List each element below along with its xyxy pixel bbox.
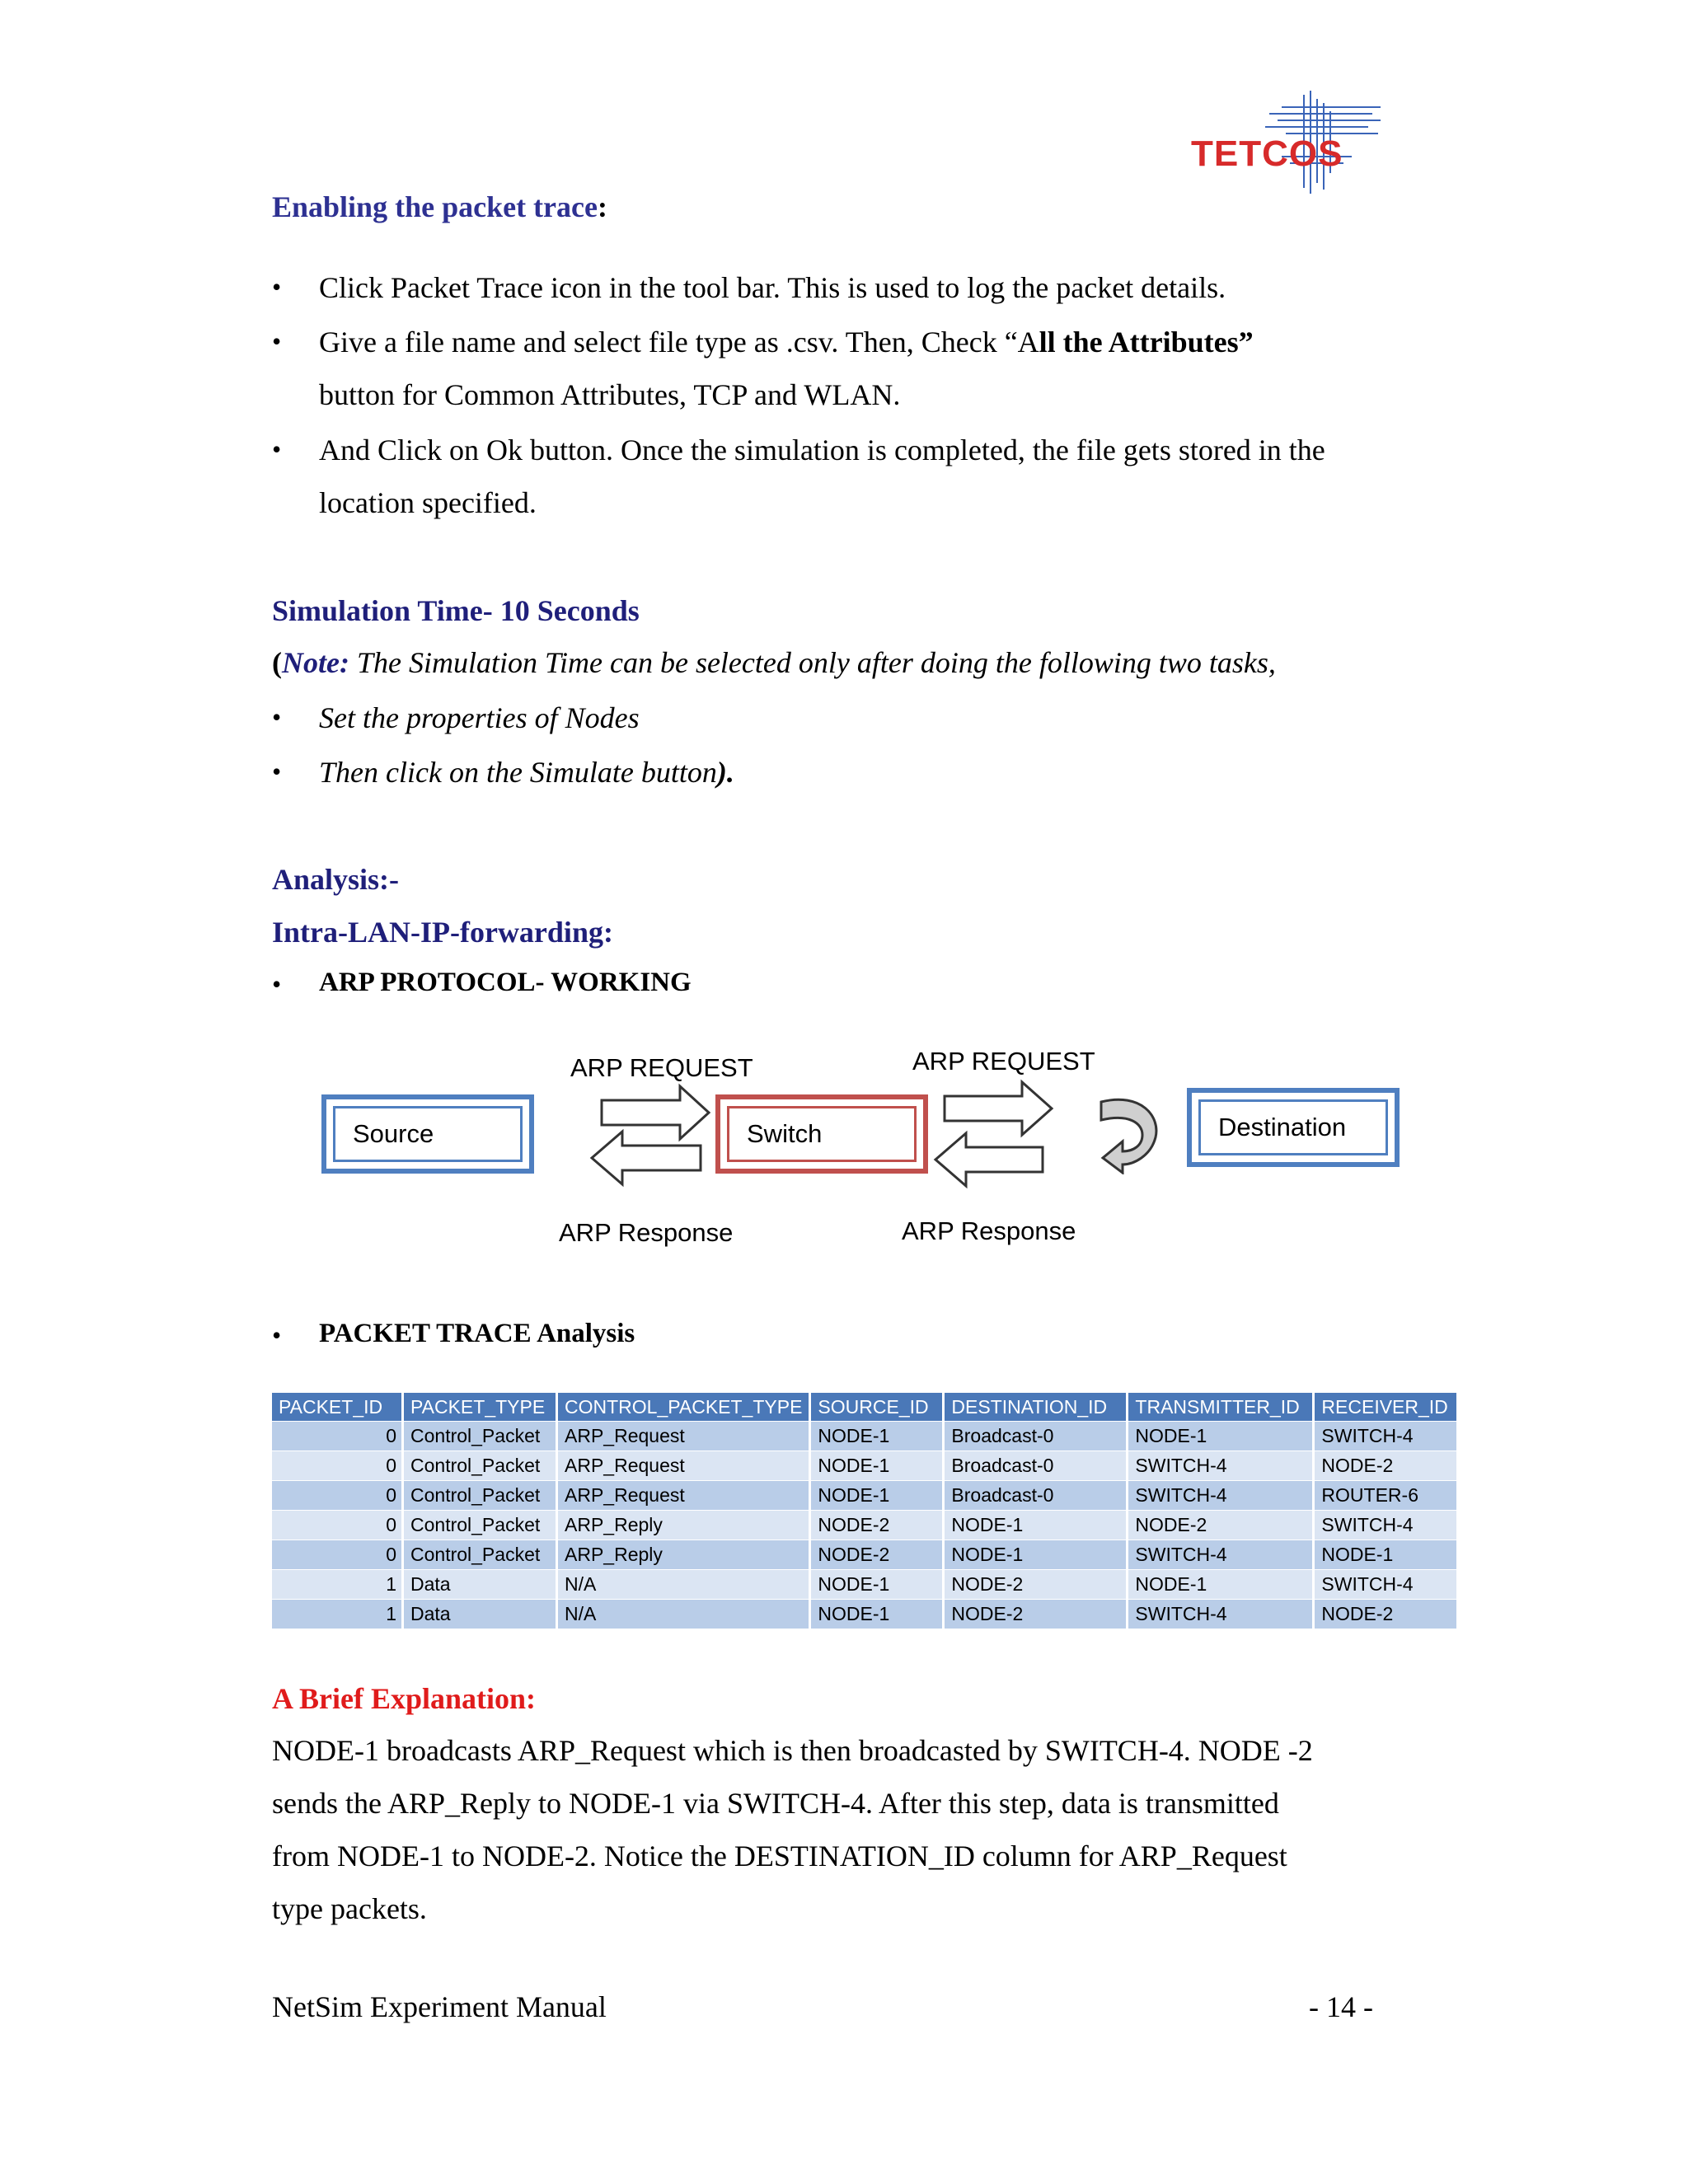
cell: SWITCH-4 <box>1128 1481 1314 1511</box>
packet-trace-bullet-2-bold: ll the Attributes” <box>1039 326 1254 359</box>
col-source-id: SOURCE_ID <box>810 1393 944 1422</box>
packet-trace-analysis-bullet: PACKET TRACE Analysis <box>319 1319 635 1348</box>
bullet-dot: • <box>272 434 282 464</box>
packet-trace-title: Enabling the packet trace <box>272 190 598 223</box>
cell: ARP_Request <box>557 1422 810 1451</box>
note-open-paren: ( <box>272 646 282 679</box>
footer-page-number: - 14 - <box>1309 1990 1373 2023</box>
col-transmitter-id: TRANSMITTER_ID <box>1128 1393 1314 1422</box>
simulation-note <box>272 645 1276 680</box>
simulation-bullet-2-wrap <box>319 755 734 790</box>
bullet-dot: • <box>272 272 282 302</box>
bullet-dot: • <box>272 702 282 732</box>
cell: Control_Packet <box>403 1422 557 1451</box>
source-node <box>321 1094 534 1174</box>
bullet-dot: • <box>272 757 282 786</box>
cell: NODE-1 <box>944 1511 1128 1540</box>
cell: NODE-1 <box>1314 1540 1458 1570</box>
simulation-close-paren: ). <box>716 756 734 789</box>
explanation-line: type packets. <box>272 1892 427 1925</box>
arp-arrows-right <box>923 1076 1071 1191</box>
cell: ARP_Reply <box>557 1540 810 1570</box>
cell: 1 <box>272 1570 403 1600</box>
explanation-line: from NODE-1 to NODE-2. Notice the DESTINATION_ID column for ARP_Request <box>272 1840 1287 1872</box>
col-control-packet-type: CONTROL_PACKET_TYPE <box>557 1393 810 1422</box>
explanation-line: NODE-1 broadcasts ARP_Request which is then broadcasted by SWITCH-4. NODE -2 <box>272 1734 1313 1767</box>
cell: 0 <box>272 1481 403 1511</box>
cell: Broadcast-0 <box>944 1451 1128 1481</box>
cell: NODE-1 <box>1128 1422 1314 1451</box>
simulation-time-heading: Simulation Time- 10 Seconds <box>272 594 640 627</box>
cell: NODE-2 <box>1314 1451 1458 1481</box>
cell: SWITCH-4 <box>1314 1511 1458 1540</box>
simulation-bullet-1: Set the properties of Nodes <box>319 701 640 734</box>
cell: NODE-1 <box>810 1570 944 1600</box>
cell: SWITCH-4 <box>1128 1451 1314 1481</box>
logo-text: TETCOS <box>1191 134 1343 174</box>
cell: NODE-2 <box>810 1540 944 1570</box>
cell: NODE-2 <box>944 1570 1128 1600</box>
cell: 0 <box>272 1451 403 1481</box>
packet-trace-bullet-2 <box>319 325 1254 359</box>
arp-response-right-label: ARP Response <box>902 1216 1076 1245</box>
brief-explanation-body <box>272 1724 1426 1935</box>
cell: Data <box>403 1600 557 1629</box>
switch-label: Switch <box>747 1119 823 1148</box>
arp-request-right-label: ARP REQUEST <box>912 1047 1095 1076</box>
cell: Broadcast-0 <box>944 1422 1128 1451</box>
cell: SWITCH-4 <box>1128 1540 1314 1570</box>
cell: ARP_Reply <box>557 1511 810 1540</box>
packet-trace-bullet-1: Click Packet Trace icon in the tool bar. This is used to log the packet details. <box>319 271 1226 304</box>
col-packet-type: PACKET_TYPE <box>403 1393 557 1422</box>
left-arrow-icon <box>935 1133 1043 1186</box>
cell: ARP_Request <box>557 1451 810 1481</box>
cell: NODE-2 <box>1128 1511 1314 1540</box>
table-row <box>272 1481 1458 1511</box>
cell: NODE-2 <box>810 1511 944 1540</box>
tetcos-logo <box>1187 91 1385 194</box>
arp-arrows-left <box>577 1080 725 1195</box>
cell: NODE-1 <box>944 1540 1128 1570</box>
arp-response-left-label: ARP Response <box>559 1218 734 1247</box>
destination-label: Destination <box>1218 1113 1347 1141</box>
cell: 0 <box>272 1540 403 1570</box>
bullet-dot: • <box>272 1320 282 1350</box>
footer-manual-title: NetSim Experiment Manual <box>272 1990 607 2023</box>
col-destination-id: DESTINATION_ID <box>944 1393 1128 1422</box>
right-arrow-icon <box>945 1082 1052 1135</box>
destination-node <box>1187 1088 1400 1167</box>
explanation-line: sends the ARP_Reply to NODE-1 via SWITCH-4. After this step, data is transmitted <box>272 1787 1279 1820</box>
bullet-dot: • <box>272 326 282 356</box>
packet-trace-bullet-3-line2: location specified. <box>319 486 537 519</box>
cell: Broadcast-0 <box>944 1481 1128 1511</box>
cell: Control_Packet <box>403 1451 557 1481</box>
col-receiver-id: RECEIVER_ID <box>1314 1393 1458 1422</box>
cell: SWITCH-4 <box>1314 1570 1458 1600</box>
cell: Control_Packet <box>403 1540 557 1570</box>
arp-protocol-bullet: ARP PROTOCOL- WORKING <box>319 968 692 997</box>
u-turn-arrow-icon <box>1096 1092 1162 1174</box>
packet-trace-bullet-3-line1: And Click on Ok button. Once the simulation is completed, the file gets stored in the <box>319 434 1325 466</box>
table-row <box>272 1511 1458 1540</box>
note-text: The Simulation Time can be selected only after doing the following two tasks, <box>349 646 1276 679</box>
note-label: Note: <box>282 646 349 679</box>
cell: Control_Packet <box>403 1511 557 1540</box>
cell: NODE-1 <box>810 1422 944 1451</box>
cell: 0 <box>272 1511 403 1540</box>
cell: N/A <box>557 1600 810 1629</box>
cell: Control_Packet <box>403 1481 557 1511</box>
right-arrow-icon <box>602 1086 709 1139</box>
cell: Data <box>403 1570 557 1600</box>
packet-trace-bullet-2-line2: button for Common Attributes, TCP and WLAN. <box>319 378 901 411</box>
table-row <box>272 1451 1458 1481</box>
switch-node <box>715 1094 928 1174</box>
table-row <box>272 1600 1458 1629</box>
cell: NODE-1 <box>810 1600 944 1629</box>
cell: SWITCH-4 <box>1314 1422 1458 1451</box>
table-row <box>272 1422 1458 1451</box>
cell: N/A <box>557 1570 810 1600</box>
packet-trace-colon: : <box>597 190 607 223</box>
packet-trace-heading <box>272 190 607 224</box>
cell: NODE-2 <box>944 1600 1128 1629</box>
cell: ARP_Request <box>557 1481 810 1511</box>
arp-request-left-label: ARP REQUEST <box>570 1053 753 1082</box>
source-label: Source <box>353 1119 434 1148</box>
brief-explanation-heading: A Brief Explanation: <box>272 1682 537 1715</box>
left-arrow-icon <box>592 1132 701 1184</box>
cell: ROUTER-6 <box>1314 1481 1458 1511</box>
cell: SWITCH-4 <box>1128 1600 1314 1629</box>
table-row <box>272 1570 1458 1600</box>
cell: 1 <box>272 1600 403 1629</box>
table-row <box>272 1540 1458 1570</box>
intra-lan-heading: Intra-LAN-IP-forwarding: <box>272 916 613 949</box>
bullet-dot: • <box>272 969 282 999</box>
cell: NODE-1 <box>810 1451 944 1481</box>
cell: 0 <box>272 1422 403 1451</box>
cell: NODE-2 <box>1314 1600 1458 1629</box>
analysis-heading: Analysis:- <box>272 863 400 896</box>
packet-trace-bullet-2-pre: Give a file name and select file type as .csv. Then, Check “A <box>319 326 1039 359</box>
cell: NODE-1 <box>1128 1570 1314 1600</box>
packet-trace-table <box>272 1393 1459 1629</box>
cell: NODE-1 <box>810 1481 944 1511</box>
table-header-row <box>272 1393 1458 1422</box>
simulation-bullet-2: Then click on the Simulate button <box>319 756 717 789</box>
col-packet-id: PACKET_ID <box>272 1393 403 1422</box>
